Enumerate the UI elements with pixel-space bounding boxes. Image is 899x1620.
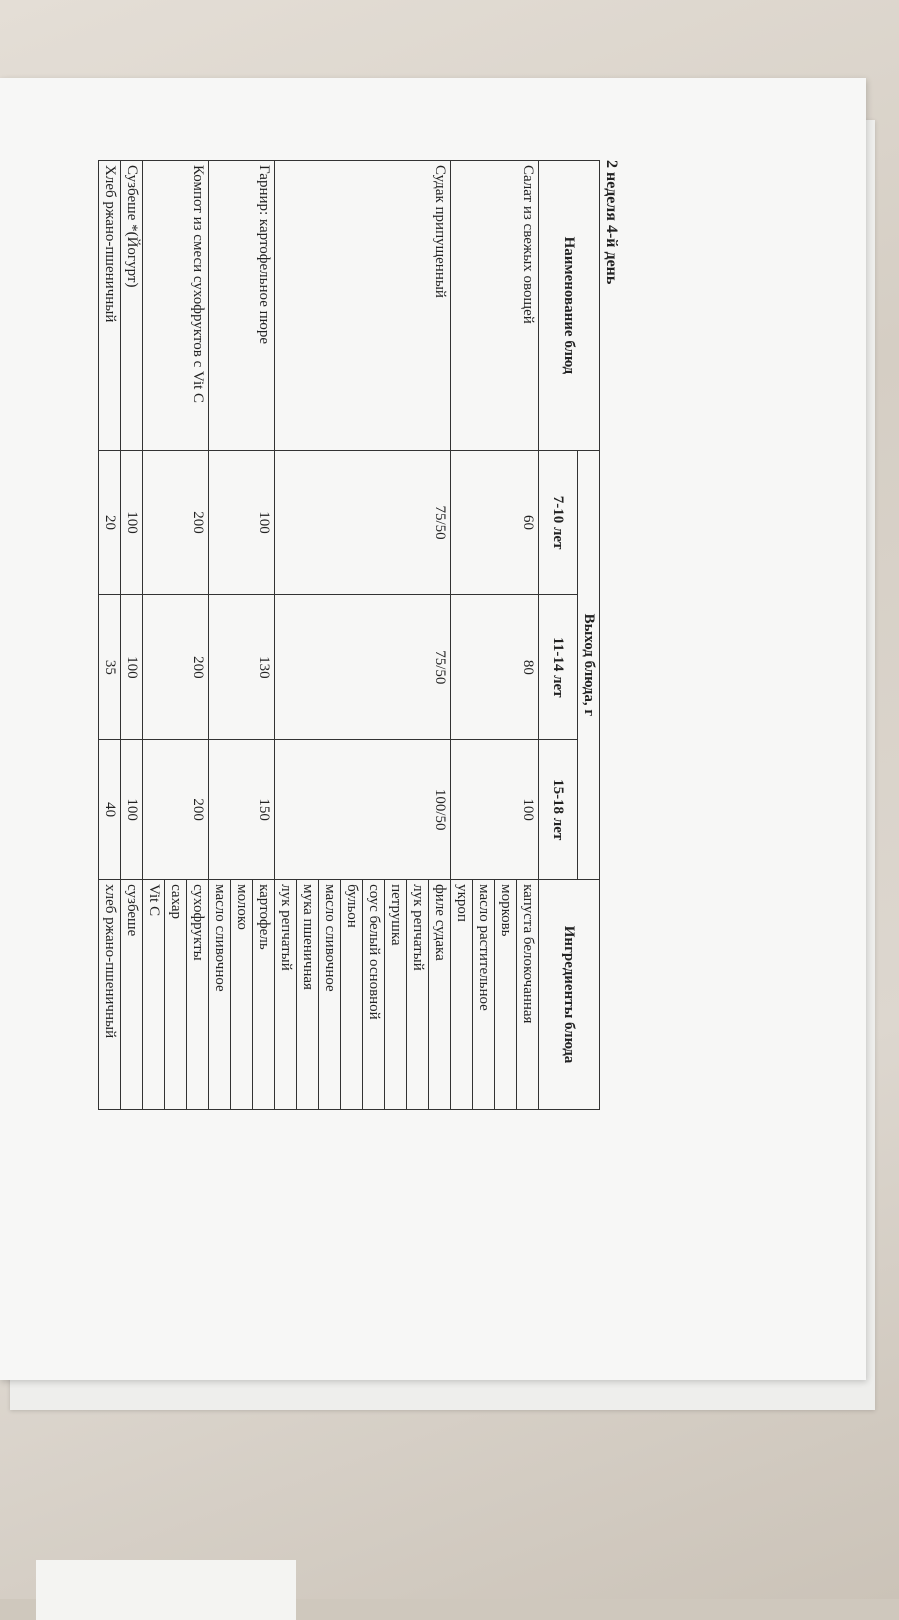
amount-15-18: 150 xyxy=(209,740,275,880)
header-age-11-14: 11-14 лет xyxy=(539,595,578,740)
table-row xyxy=(99,161,121,1110)
dish-cell: Сузбеше *(Йогурт) xyxy=(121,161,143,451)
dish-cell: Гарнир: картофельное пюре xyxy=(209,161,275,451)
ingredient-cell: Vit C xyxy=(143,880,165,1110)
ingredient-cell: соус белый основной xyxy=(363,880,385,1110)
dish-cell: Судак припущенный xyxy=(275,161,451,451)
ingredient-cell: морковь xyxy=(495,880,517,1110)
table-row xyxy=(429,161,451,1110)
amount-11-14: 100 xyxy=(121,595,143,740)
header-age-7-10: 7-10 лет xyxy=(539,450,578,595)
amount-15-18: 100/50 xyxy=(275,740,451,880)
ingredient-cell: сахар xyxy=(165,880,187,1110)
amount-15-18: 200 xyxy=(143,740,209,880)
page-title: 2 неделя 4-й день xyxy=(603,160,620,285)
amount-11-14: 200 xyxy=(143,595,209,740)
dish-cell: Компот из смеси сухофруктов с Vit C xyxy=(143,161,209,451)
rotated-document xyxy=(60,160,620,1160)
amount-7-10: 100 xyxy=(209,450,275,595)
header-dish: Наименование блюд xyxy=(539,161,600,451)
ingredient-cell: масло сливочное xyxy=(319,880,341,1110)
ingredient-cell: масло растительное xyxy=(473,880,495,1110)
ingredient-cell: укроп xyxy=(451,880,473,1110)
ingredient-cell: петрушка xyxy=(385,880,407,1110)
table-row xyxy=(121,161,143,1110)
header-row xyxy=(578,161,600,1110)
amount-7-10: 60 xyxy=(451,450,539,595)
amount-7-10: 100 xyxy=(121,450,143,595)
ingredient-cell: сузбеше xyxy=(121,880,143,1110)
ingredient-cell: филе судака xyxy=(429,880,451,1110)
ingredient-cell: масло сливочное xyxy=(209,880,231,1110)
amount-15-18: 100 xyxy=(451,740,539,880)
table-row xyxy=(517,161,539,1110)
dish-cell: Хлеб ржано-пшеничный xyxy=(99,161,121,451)
ingredient-cell: лук репчатый xyxy=(275,880,297,1110)
menu-table xyxy=(98,160,600,1110)
amount-11-14: 80 xyxy=(451,595,539,740)
amount-7-10: 20 xyxy=(99,450,121,595)
amount-15-18: 100 xyxy=(121,740,143,880)
ingredient-cell: мука пшеничная xyxy=(297,880,319,1110)
ingredient-cell: сухофрукты xyxy=(187,880,209,1110)
ingredient-cell: бульон xyxy=(341,880,363,1110)
amount-7-10: 200 xyxy=(143,450,209,595)
amount-11-14: 130 xyxy=(209,595,275,740)
ingredient-cell: картофель xyxy=(253,880,275,1110)
header-ingredients: Ингредиенты блюда xyxy=(539,880,600,1110)
second-paper-corner xyxy=(36,1560,296,1620)
ingredient-cell: молоко xyxy=(231,880,253,1110)
amount-7-10: 75/50 xyxy=(275,450,451,595)
amount-15-18: 40 xyxy=(99,740,121,880)
table-row xyxy=(187,161,209,1110)
header-output: Выход блюда, г xyxy=(578,450,600,879)
table-row xyxy=(253,161,275,1110)
amount-11-14: 35 xyxy=(99,595,121,740)
ingredient-cell: хлеб ржано-пшеничный xyxy=(99,880,121,1110)
ingredient-cell: лук репчатый xyxy=(407,880,429,1110)
ingredient-cell: капуста белокочанная xyxy=(517,880,539,1110)
amount-11-14: 75/50 xyxy=(275,595,451,740)
dish-cell: Салат из свежых овощей xyxy=(451,161,539,451)
header-age-15-18: 15-18 лет xyxy=(539,740,578,880)
